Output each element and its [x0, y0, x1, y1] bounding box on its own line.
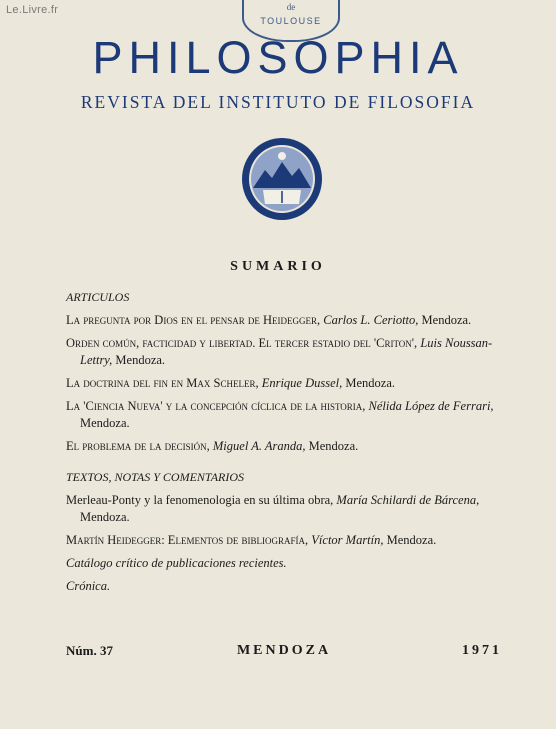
publication-city: MENDOZA	[236, 643, 332, 658]
toc-item	[66, 312, 508, 329]
item-author: Nélida López de Ferrari,	[368, 399, 494, 413]
toc-item	[66, 532, 508, 549]
publication-year: 1971	[462, 643, 502, 658]
item-author: Enrique Dussel,	[261, 376, 343, 390]
item-place: Mendoza.	[345, 376, 396, 390]
journal-subtitle: REVISTA DEL INSTITUTO DE FILOSOFIA	[80, 92, 476, 112]
item-title: Martín Heidegger: Elementos de bibliografía,	[66, 533, 309, 547]
toc-item	[66, 492, 508, 526]
watermark: Le.Livre.fr	[6, 4, 59, 16]
section-heading-articulos: ARTICULOS	[66, 290, 130, 304]
chronicle-label: Crónica.	[66, 579, 111, 593]
item-title: Merleau-Ponty y la fenomenologia en su última obra,	[66, 493, 334, 507]
section-heading-textos: TEXTOS, NOTAS Y COMENTARIOS	[66, 470, 245, 484]
item-title: La pregunta por Dios en el pensar de Heidegger,	[66, 313, 321, 327]
item-title: La doctrina del fin en Max Scheler,	[66, 376, 259, 390]
item-place: Mendoza.	[80, 416, 130, 430]
item-place: Mendoza.	[308, 439, 359, 453]
item-title: La 'Ciencia Nueva' y la concepción cíclica de la historia,	[66, 399, 366, 413]
stamp-line-1: de	[286, 2, 296, 12]
table-of-contents	[66, 289, 508, 601]
summary-heading: SUMARIO	[230, 259, 326, 274]
toc-item	[66, 335, 508, 369]
journal-title: PHILOSOPHIA	[92, 32, 464, 83]
item-author: María Schilardi de Bárcena,	[336, 493, 480, 507]
stamp-line-2: TOULOUSE	[260, 16, 322, 26]
item-author: Carlos L. Ceriotto,	[323, 313, 419, 327]
item-title: Orden común, facticidad y libertad. El tercer estadio del 'Criton',	[66, 336, 418, 350]
item-place: Mendoza.	[386, 533, 437, 547]
chronicle-entry	[66, 578, 508, 595]
toc-item	[66, 438, 508, 455]
item-place: Mendoza.	[421, 313, 472, 327]
item-author: Luis Noussan-Lettry,	[80, 336, 493, 367]
catalog-entry	[66, 555, 508, 572]
item-place: Mendoza.	[115, 353, 166, 367]
institute-seal-icon	[239, 136, 325, 222]
toc-item	[66, 375, 508, 392]
catalog-label: Catálogo crítico de publicaciones recientes.	[66, 556, 287, 570]
item-place: Mendoza.	[80, 510, 130, 524]
item-author: Miguel A. Aranda,	[212, 439, 306, 453]
toc-item	[66, 398, 508, 432]
item-author: Víctor Martín,	[311, 533, 384, 547]
issue-number: Núm. 37	[66, 643, 113, 658]
item-title: El problema de la decisión,	[66, 439, 210, 453]
